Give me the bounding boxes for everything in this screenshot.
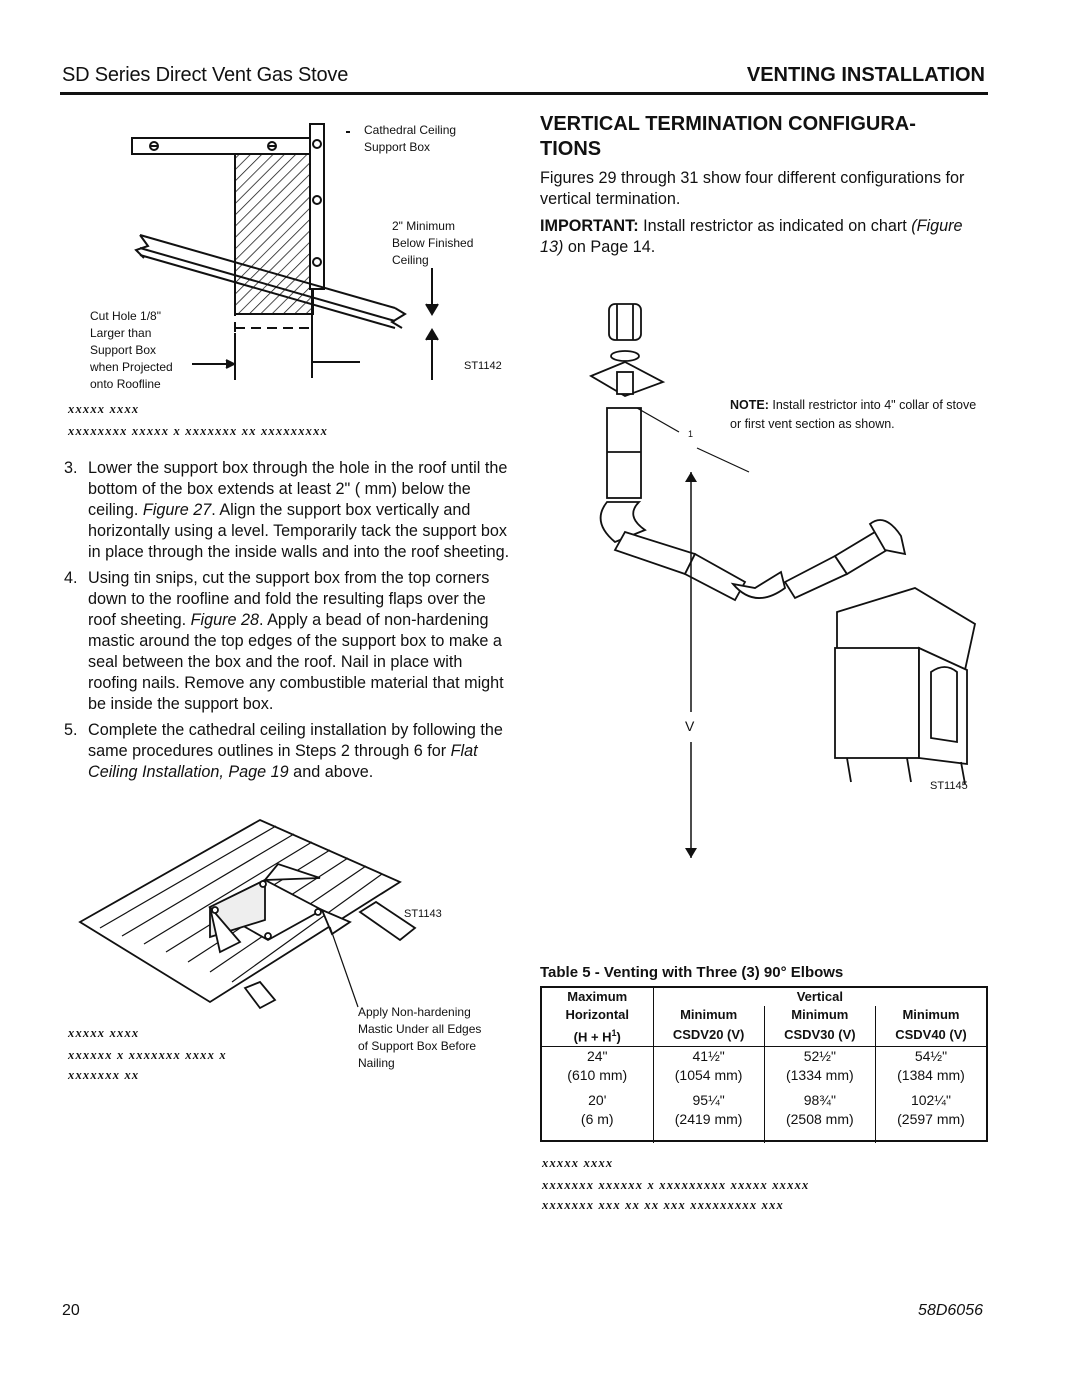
col-max-horizontal-1: Maximum [542,988,653,1006]
label-cathedral-ceiling: Cathedral Ceiling Support Box [364,123,457,154]
important-paragraph: IMPORTANT: Install restrictor as indicated on chart (Figure 13) on Page 14. [540,217,963,256]
figure-29-note: NOTE: Install restrictor into 4" collar of stove or first vent section as shown. [730,398,977,431]
table-5 [542,988,986,1143]
figure-29-drawing [585,292,985,872]
step-4: 4. Using tin snips, cut the support box from the top corners down to the roofline and fold the resulting flaps over the roof sheeting. Figure 28. Apply a bead of non-hardening mastic around the top edges of the support box to make a seal between the box and the roof. Nail in place with roofing nails. Remove any combustible material that might be inside the support box. [64,569,504,713]
col-csdv40: CSDV40 (V) [875,1024,986,1047]
col-min-20: Minimum [653,1006,764,1024]
step-5: 5. Complete the cathedral ceiling installation by following the same procedures outlines in Steps 2 through 6 for Flat Ceiling Installation, Page 19 and above. [64,721,503,781]
table-5-frame [540,986,988,1142]
col-vertical: Vertical [796,989,843,1004]
label-h1: 1 [688,429,694,439]
figure-28-caption-title: xxxxx xxxx [68,1026,140,1040]
label-apply-mastic: Apply Non-hardening Mastic Under all Edges of Support Box Before Nailing [358,1005,482,1070]
header-title: SD Series Direct Vent Gas Stove [62,64,349,86]
figure-28-code: ST1143 [404,908,442,920]
figure-28-caption: xxxxxx x xxxxxxx xxxx x [68,1048,227,1062]
col-max-horizontal-3: $(H + H^1)$ [542,1024,653,1047]
col-max-horizontal-2: Horizontal [542,1006,653,1024]
figure-29-caption: xxxxxxx xxxxxx x xxxxxxxxx xxxxx xxxxx [542,1178,810,1192]
label-cut-hole: Cut Hole 1/8" Larger than Support Box when Projected onto Roofline [90,309,173,391]
steps-list [64,458,510,788]
header-rule [60,92,988,95]
table-row: 20' 95¼" 98¾" 102¼" [542,1085,986,1110]
col-csdv20: CSDV20 (V) [653,1024,764,1047]
figure-27-caption-title: xxxxx xxxx [68,402,140,416]
intro-paragraph: Figures 29 through 31 show four different configurations for vertical termination. [540,169,965,208]
col-min-30: Minimum [764,1006,875,1024]
col-csdv30: CSDV30 (V) [764,1024,875,1047]
step-3: 3. Lower the support box through the hole in the roof until the bottom of the box extends at least 2" ( mm) below the ceiling. Figure 27. Align the support box vertically and horizontally using a level. Temporarily tack the support box in place through the inside walls and into the roof sheeting. [64,459,510,561]
figure-29-code: ST1145 [930,780,968,792]
header-section: VENTING INSTALLATION [746,64,985,86]
figure-28-caption-2: xxxxxxx xx [68,1068,140,1082]
table-row: (610 mm) (1054 mm) (1334 mm) (1384 mm) [542,1066,986,1085]
document-number: 58D6056 [918,1302,983,1319]
table-5-title: Table 5 - Venting with Three (3) 90° Elbows [540,964,844,981]
page-number: 20 [62,1302,80,1319]
figure-27-code: ST1142 [464,360,502,372]
section-title: VERTICAL TERMINATION CONFIGURA- TIONS [540,113,916,160]
figure-29-caption-title: xxxxx xxxx [542,1156,614,1170]
figure-29-caption-2: xxxxxxx xxx xx xx xxx xxxxxxxxx xxx [542,1198,784,1212]
label-2-minimum: 2" Minimum Below Finished Ceiling [392,219,474,267]
table-row: 24" 41½" 52½" 54½" [542,1047,986,1067]
table-row: (6 m) (2419 mm) (2508 mm) (2597 mm) [542,1110,986,1143]
figure-27-caption: xxxxxxxx xxxxx x xxxxxxx xx xxxxxxxxx [68,424,329,438]
figure-28-drawing [60,812,460,1012]
label-v: V [685,718,695,734]
col-min-40: Minimum [902,1007,960,1022]
